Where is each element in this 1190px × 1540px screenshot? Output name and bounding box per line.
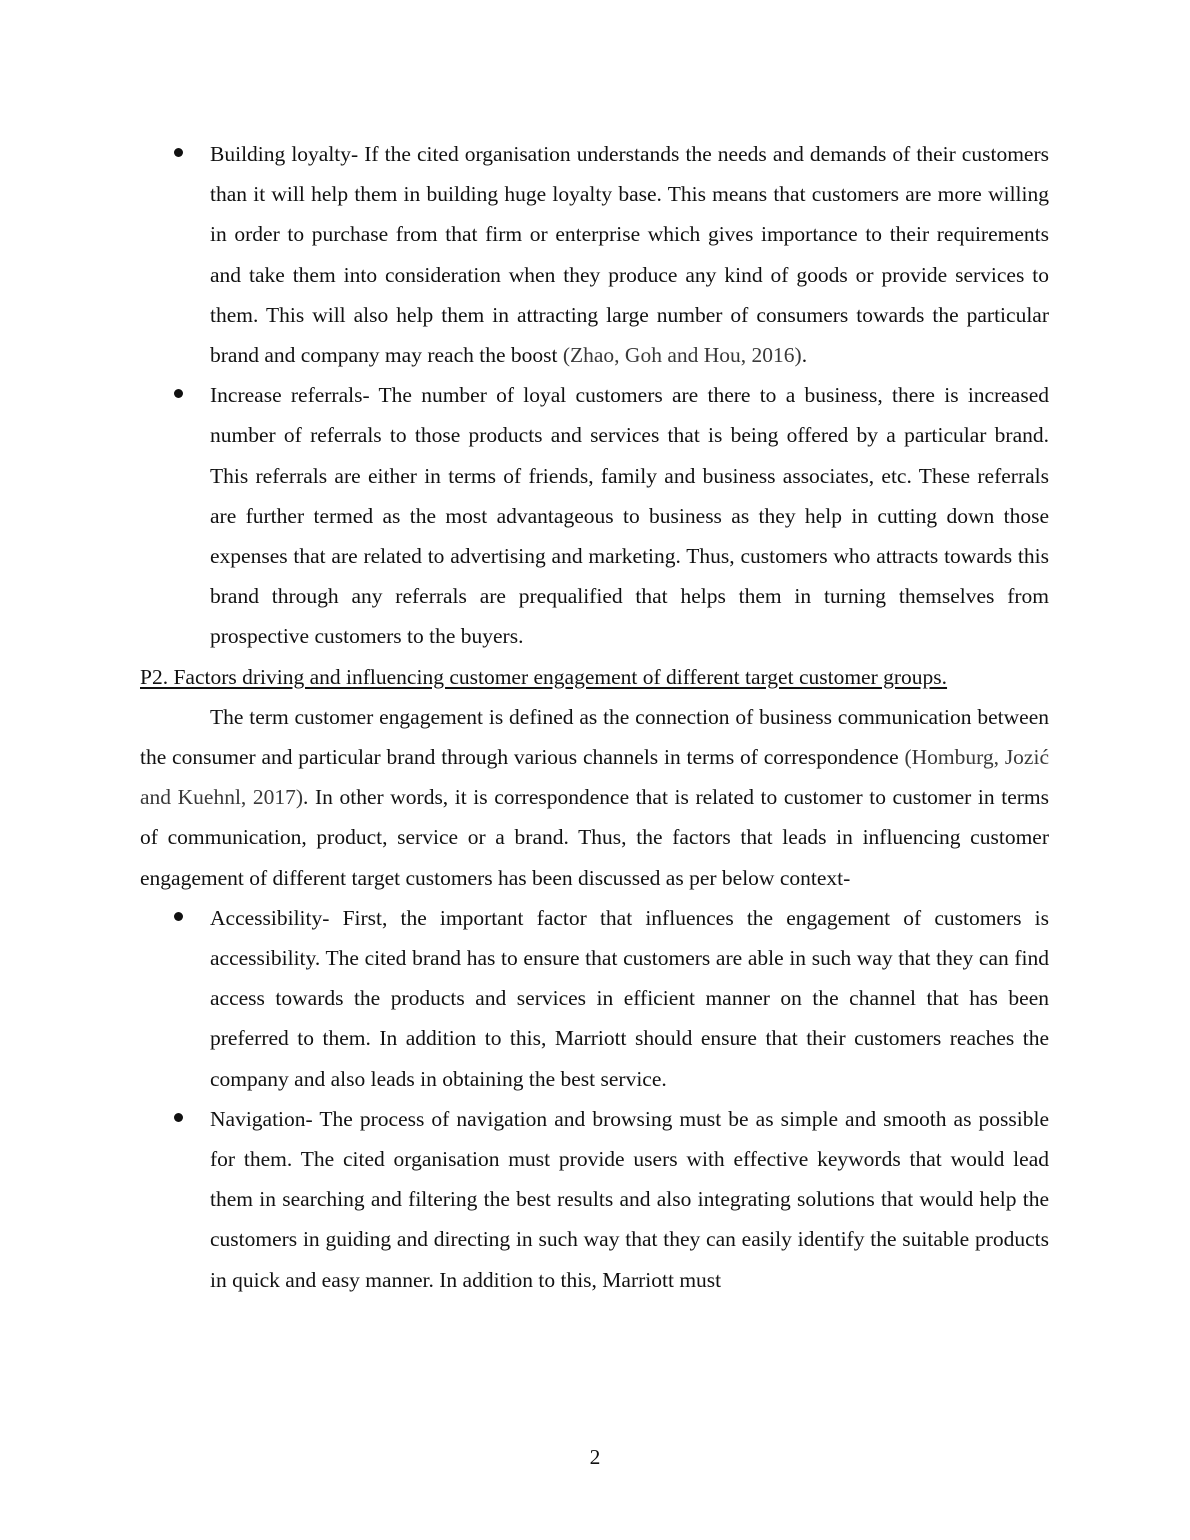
page-content [140, 134, 1049, 1300]
list-item-building-loyalty [140, 134, 1049, 375]
bottom-bullet-list [140, 898, 1049, 1300]
bullet-icon [174, 912, 183, 921]
page-number: 2 [589, 1445, 601, 1469]
citation: (Homburg, Jozić and Kuehnl, 2017) [140, 745, 1049, 810]
bullet-text: Building loyalty- If the cited organisation understands the needs and demands of their customers than it will help them in building huge loyalty base. This means that customers are more willing in order to purchase from that firm or enterprise which gives importance to their requirements and take them into consideration when they produce any kind of goods or provide services to them. This will also help them in attracting large number of consumers towards the particular brand and company may reach the boost [210, 142, 1049, 368]
section-heading: P2. Factors driving and influencing customer engagement of different target customer groups. [140, 664, 948, 689]
paragraph-text-continued: . In other words, it is correspondence that is related to customer to customer in terms of communication, product, service or a brand. Thus, the factors that leads in influencing customer engagement of different target customers has been discussed as per below context- [140, 785, 1049, 890]
bullet-text: Accessibility- First, the important factor that influences the engagement of customers is accessibility. The cited brand has to ensure that customers are able in such way that they can find access towards the products and services in efficient manner on the channel that has been preferred to them. In addition to this, Marriott should ensure that their customers reaches the company and also leads in obtaining the best service. [210, 905, 1049, 1091]
list-item-accessibility [140, 898, 1049, 1099]
bullet-icon [174, 1113, 183, 1122]
body-paragraph [140, 697, 1049, 898]
bullet-icon [174, 148, 183, 157]
bullet-icon [174, 389, 183, 398]
bullet-text: Navigation- The process of navigation and browsing must be as simple and smooth as possible for them. The cited organisation must provide users with effective keywords that would lead them in searching and filtering the best results and also integrating solutions that would help the customers in guiding and directing in such way that they can easily identify the suitable products in quick and easy manner. In addition to this, Marriott must [210, 1106, 1049, 1292]
citation: (Zhao, Goh and Hou, 2016) [562, 343, 802, 368]
bullet-text: Increase referrals- The number of loyal customers are there to a business, there is increased number of referrals to those products and services that is being offered by a particular brand. This referrals are either in terms of friends, family and business associates, etc. These referrals are further termed as the most advantageous to business as they help in cutting down those expenses that are related to advertising and marketing. Thus, customers who attracts towards this brand through any referrals are prequalified that helps them in turning themselves from prospective customers to the buyers. [210, 383, 1049, 649]
bullet-text-tail: . [801, 343, 808, 368]
list-item-increase-referrals [140, 375, 1049, 656]
top-bullet-list [140, 134, 1049, 657]
list-item-navigation [140, 1099, 1049, 1300]
paragraph-text: The term customer engagement is defined as the connection of business communication between the consumer and particular brand through various channels in terms of correspondence [140, 704, 1049, 770]
